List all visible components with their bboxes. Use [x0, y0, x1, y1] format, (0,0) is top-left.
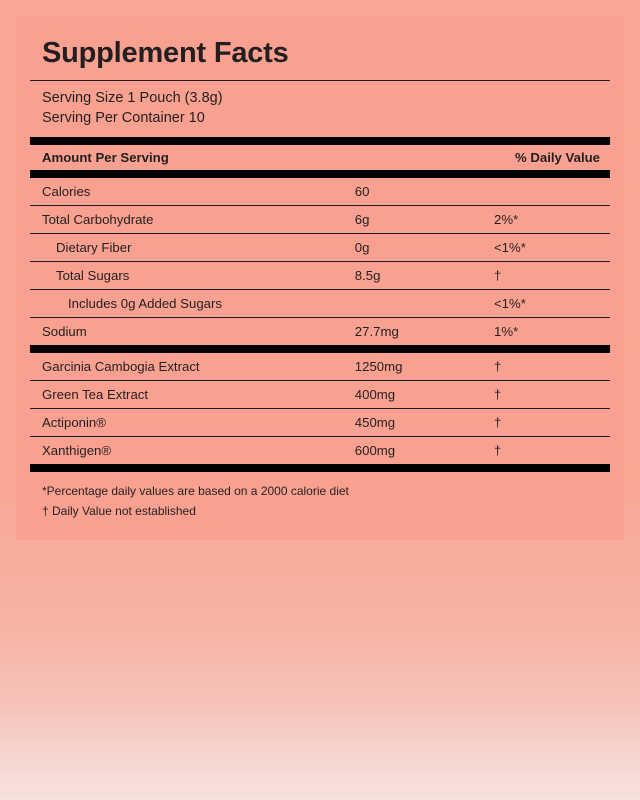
header-bar-row — [30, 170, 610, 178]
table-row — [30, 318, 610, 346]
nutrient-name: Sodium — [42, 324, 87, 340]
footnote-daily-values: *Percentage daily values are based on a 2000 calorie diet — [42, 484, 349, 499]
section-bar-row — [30, 345, 610, 353]
nutrition-table — [30, 145, 610, 472]
nutrient-name: Total Carbohydrate — [30, 206, 355, 234]
footer-bar-row — [30, 464, 610, 472]
table-row — [30, 409, 610, 437]
ingredient-daily-value: † — [494, 381, 610, 409]
nutrient-amount: 8.5g — [355, 262, 494, 290]
column-header-amount-per-serving: Amount Per Serving — [42, 150, 169, 166]
nutrient-daily-value: 1%* — [493, 324, 519, 340]
nutrient-daily-value: 2%* — [494, 206, 610, 234]
table-row — [30, 178, 610, 206]
table-header-row — [30, 145, 610, 170]
table-row — [30, 234, 610, 262]
ingredient-name: Green Tea Extract — [30, 381, 355, 409]
nutrient-name: Includes 0g Added Sugars — [30, 290, 355, 318]
footnotes-bar — [30, 464, 610, 472]
ingredient-daily-value: † — [494, 409, 610, 437]
ingredient-amount: 1250mg — [355, 353, 494, 381]
ingredient-name: Xanthigen® — [42, 443, 112, 459]
column-header-spacer — [355, 145, 494, 170]
nutrient-amount: 27.7mg — [354, 324, 399, 340]
nutrient-daily-value: <1%* — [494, 234, 610, 262]
ingredient-amount: 450mg — [355, 409, 494, 437]
serving-size: Serving Size 1 Pouch (3.8g) — [42, 89, 223, 106]
column-header-daily-value: % Daily Value — [514, 150, 600, 166]
ingredient-daily-value: † — [493, 443, 502, 459]
page-title: Supplement Facts — [42, 37, 289, 69]
table-row — [30, 381, 610, 409]
servings-per-container: Serving Per Container 10 — [42, 110, 205, 127]
nutrient-amount: 60 — [355, 178, 494, 206]
table-row — [30, 353, 610, 381]
nutrient-amount — [355, 290, 494, 318]
ingredient-name: Garcinia Cambogia Extract — [30, 353, 355, 381]
nutrient-name: Total Sugars — [30, 262, 355, 290]
nutrient-name: Calories — [30, 178, 355, 206]
footnote-dagger: † Daily Value not established — [42, 504, 196, 519]
nutrient-daily-value: <1%* — [494, 290, 610, 318]
footnotes — [30, 472, 610, 526]
nutrient-daily-value: † — [494, 262, 610, 290]
table-row — [30, 206, 610, 234]
nutrient-amount: 0g — [355, 234, 494, 262]
nutrient-amount: 6g — [355, 206, 494, 234]
nutrient-daily-value — [494, 178, 610, 206]
table-row — [30, 262, 610, 290]
serving-info — [30, 81, 610, 137]
table-row — [30, 437, 610, 465]
nutrient-name: Dietary Fiber — [30, 234, 355, 262]
ingredient-amount: 400mg — [355, 381, 494, 409]
ingredient-amount: 600mg — [354, 443, 396, 459]
table-row — [30, 290, 610, 318]
ingredient-daily-value: † — [494, 353, 610, 381]
ingredients-bar-top — [30, 345, 610, 353]
supplement-facts-panel — [16, 16, 624, 540]
ingredient-name: Actiponin® — [30, 409, 355, 437]
heading-bar-top — [30, 137, 610, 145]
heading-bar-bottom — [30, 170, 610, 178]
